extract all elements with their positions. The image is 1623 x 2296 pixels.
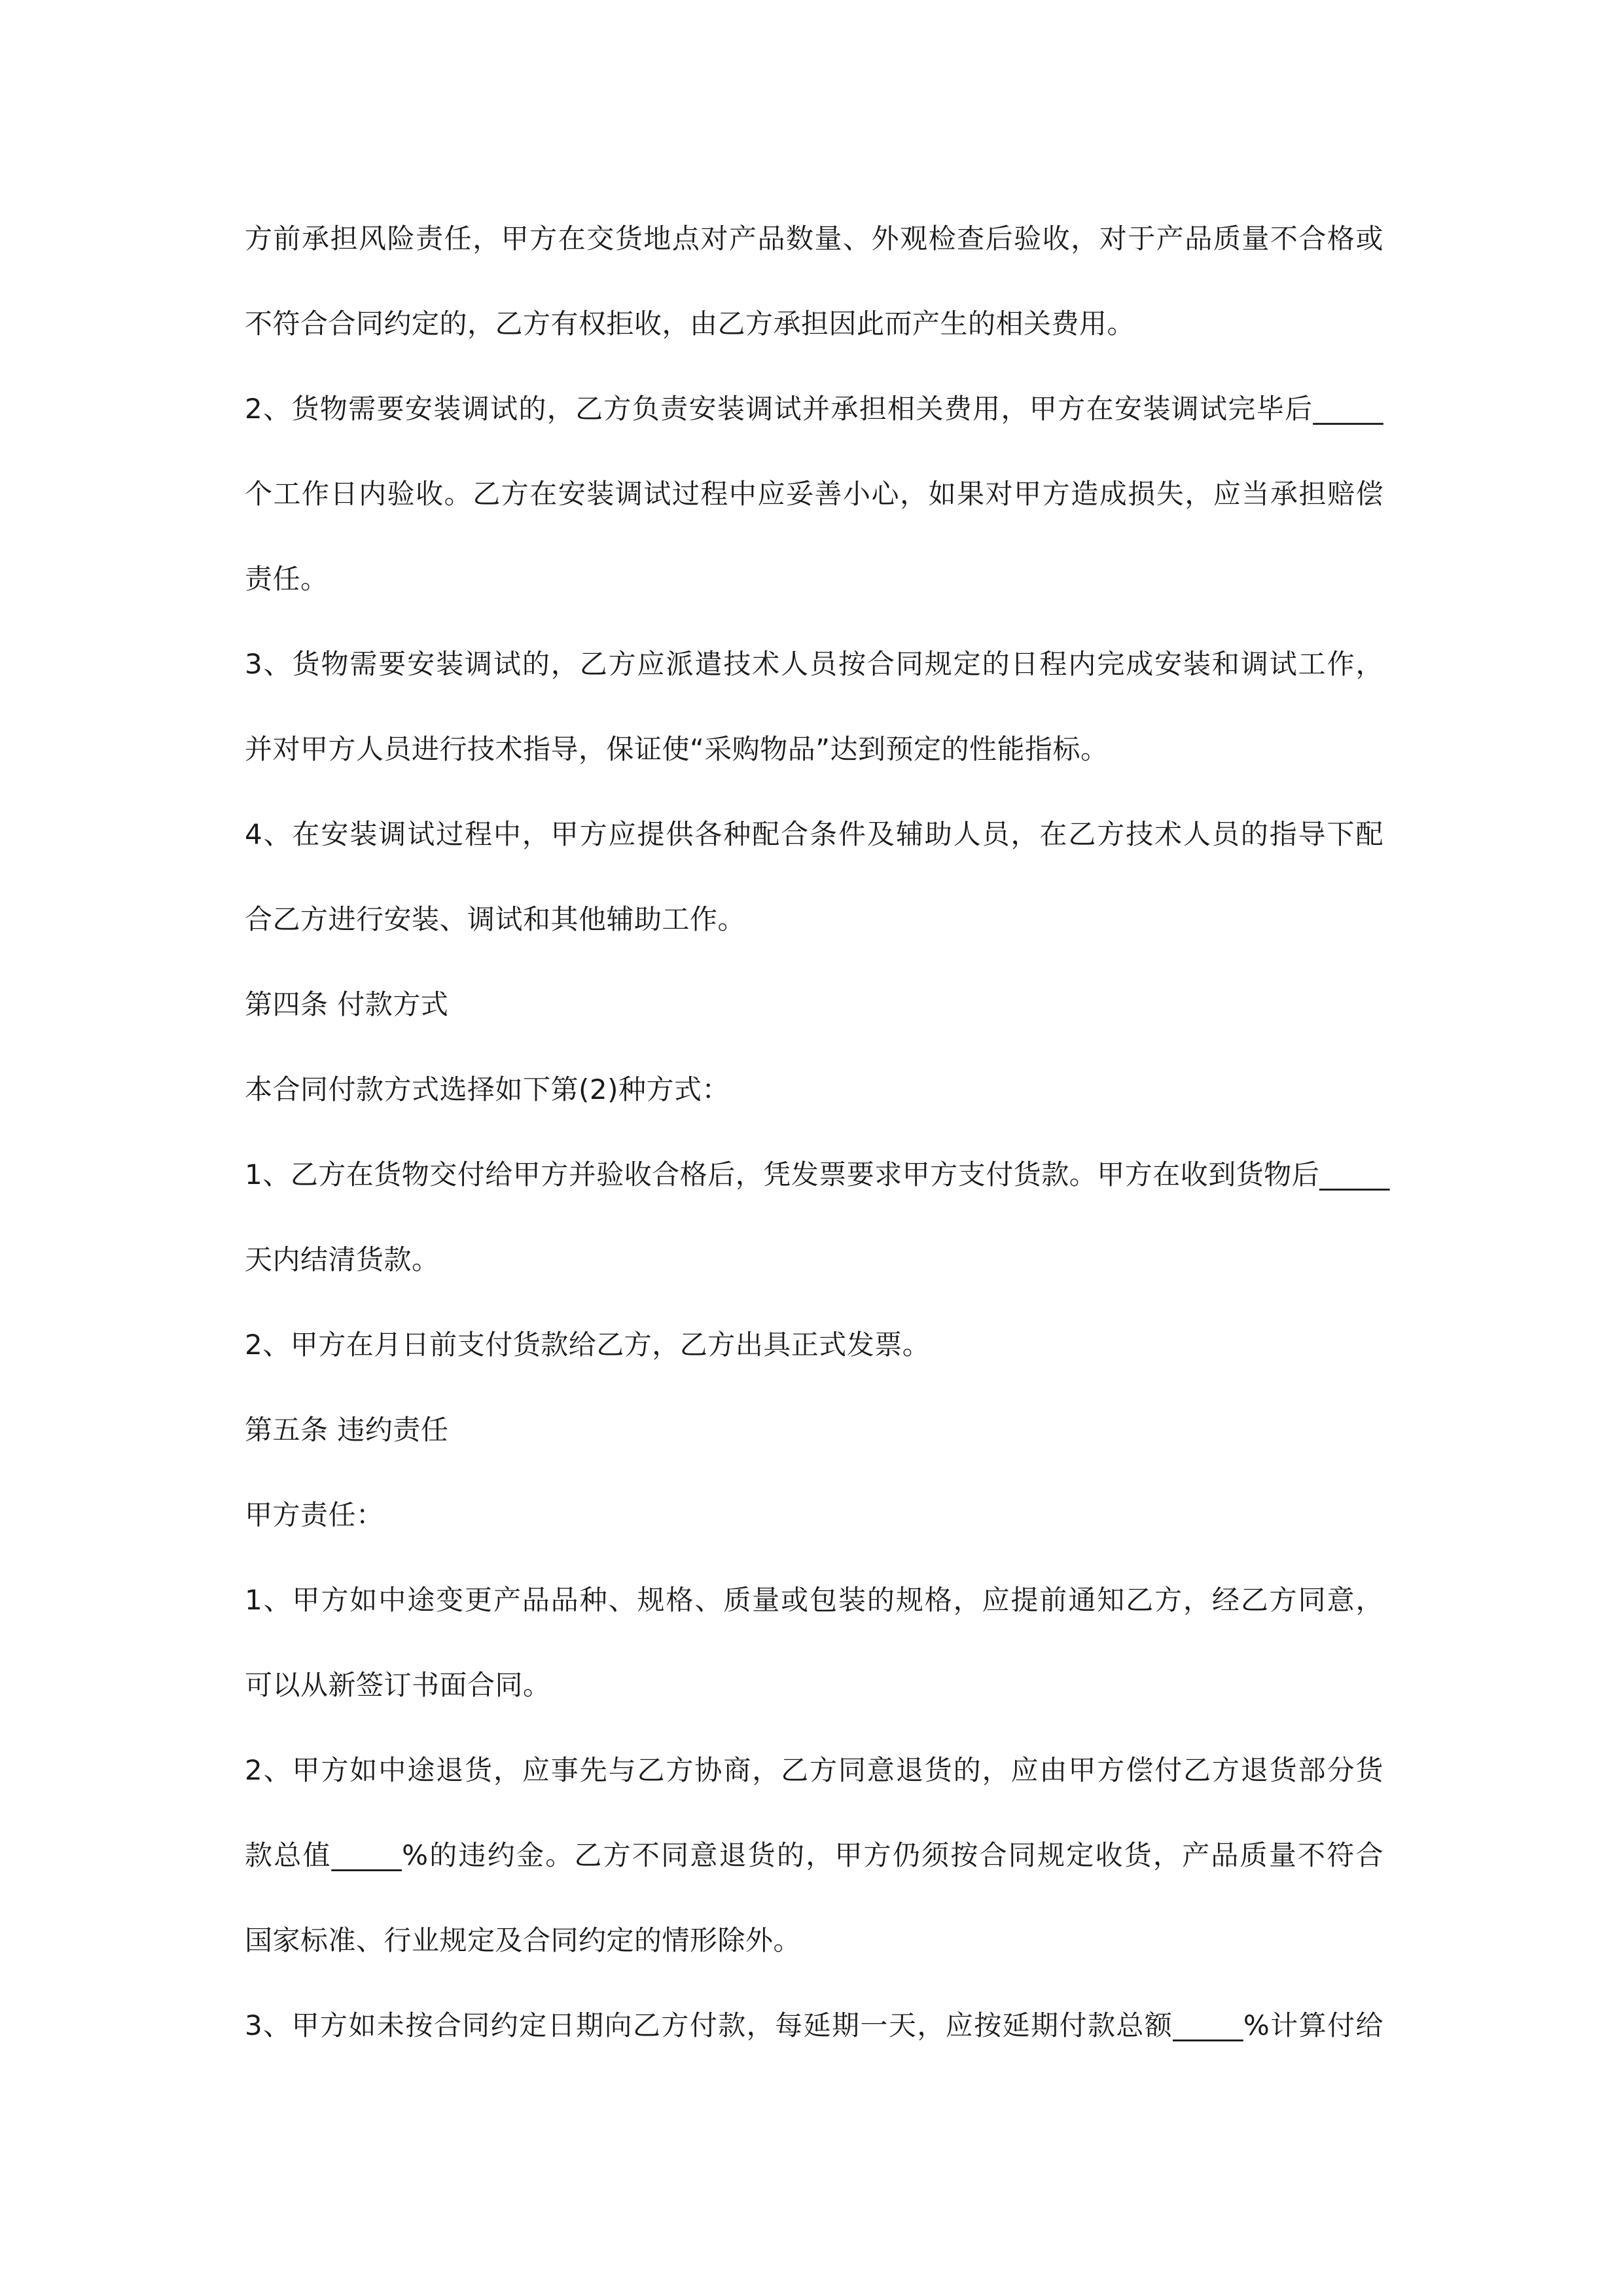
liability-1-line-1: 1、甲方如中途变更产品品种、规格、质量或包装的规格，应提前通知乙方，经乙方同意， — [245, 1584, 1383, 1616]
liability-2-line-3: 国家标准、行业规定及合同约定的情形除外。 — [245, 1924, 802, 1956]
liability-2-line-2: 款总值_____%的违约金。乙方不同意退货的，甲方仍须按合同规定收货，产品质量不符合 — [245, 1839, 1383, 1871]
payment-option-2: 2、甲方在月日前支付货款给乙方，乙方出具正式发票。 — [245, 1329, 931, 1361]
section-heading-payment: 第四条 付款方式 — [245, 988, 449, 1020]
payment-option-1-line-1: 1、乙方在货物交付给甲方并验收合格后，凭发票要求甲方支付货款。甲方在收到货物后_____ — [245, 1158, 1390, 1191]
text-line-1: 方前承担风险责任，甲方在交货地点对产品数量、外观检查后验收，对于产品质量不合格或 — [245, 223, 1383, 255]
clause-3-line-1: 3、货物需要安装调试的，乙方应派遣技术人员按合同规定的日程内完成安装和调试工作， — [245, 648, 1383, 680]
contract-text-body — [245, 214, 1390, 2086]
party-a-liability-heading: 甲方责任： — [245, 1499, 384, 1531]
liability-2-line-1: 2、甲方如中途退货，应事先与乙方协商，乙方同意退货的，应由甲方偿付乙方退货部分货 — [245, 1754, 1383, 1786]
clause-2-line-1: 2、货物需要安装调试的，乙方负责安装调试并承担相关费用，甲方在安装调试完毕后_____ — [245, 393, 1383, 425]
payment-option-1-line-2: 天内结清货款。 — [245, 1244, 440, 1276]
payment-intro: 本合同付款方式选择如下第(2)种方式： — [245, 1073, 730, 1105]
clause-3-line-2: 并对甲方人员进行技术指导，保证使“采购物品”达到预定的性能指标。 — [245, 733, 1109, 765]
clause-2-line-2: 个工作日内验收。乙方在安装调试过程中应妥善小心，如果对甲方造成损失，应当承担赔偿 — [245, 478, 1383, 510]
clause-4-line-1: 4、在安装调试过程中，甲方应提供各种配合条件及辅助人员，在乙方技术人员的指导下配 — [245, 818, 1383, 850]
liability-1-line-2: 可以从新签订书面合同。 — [245, 1669, 551, 1701]
section-heading-liability: 第五条 违约责任 — [245, 1414, 449, 1446]
clause-2-line-3: 责任。 — [245, 563, 329, 595]
clause-4-line-2: 合乙方进行安装、调试和其他辅助工作。 — [245, 903, 746, 935]
liability-3-line-1: 3、甲方如未按合同约定日期向乙方付款，每延期一天，应按延期付款总额_____%计算付给 — [245, 2009, 1383, 2041]
text-line-2: 不符合合同约定的，乙方有权拒收，由乙方承担因此而产生的相关费用。 — [245, 308, 1135, 340]
